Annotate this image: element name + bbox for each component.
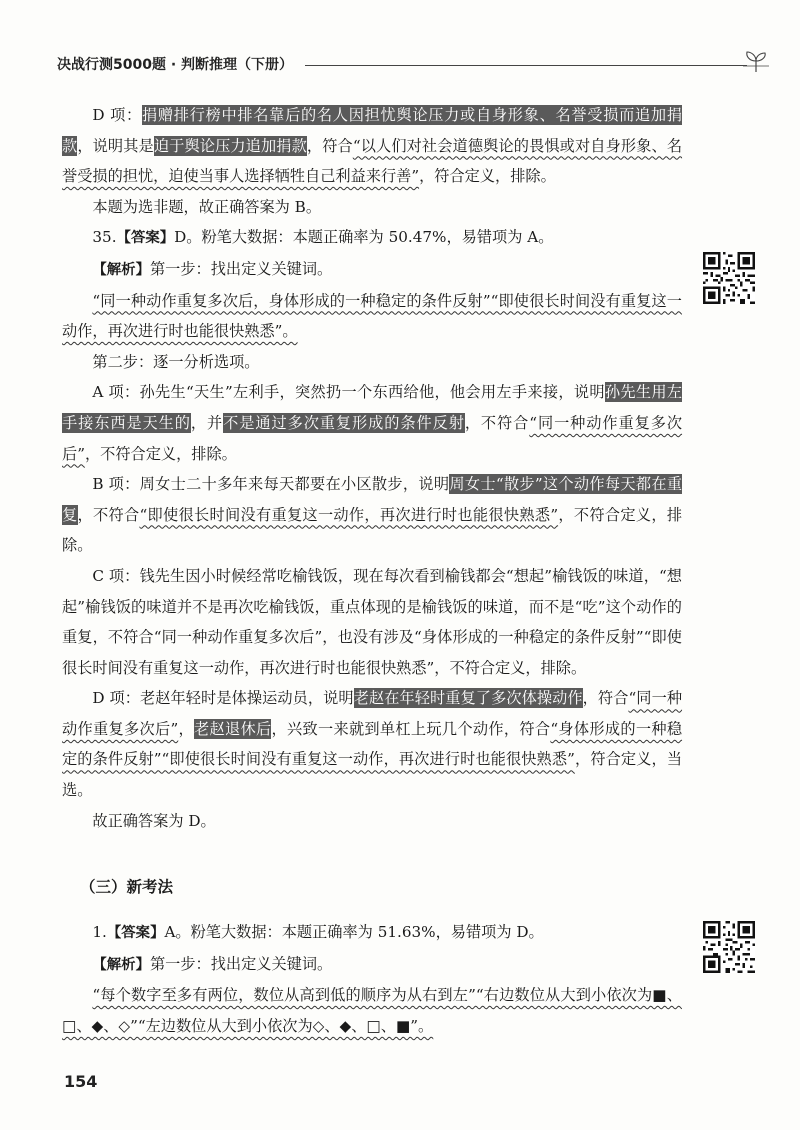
text: ，	[178, 719, 195, 738]
text: ，不符合定义，排除。	[62, 505, 683, 555]
text: A 项：孙先生“天生”左利手，突然扔一个东西给他，他会用左手来接，说明	[92, 383, 605, 402]
q35-option-c: C 项：钱先生因小时候经常吃榆钱饭，现在每次看到榆钱都会“想起”榆钱饭的味道，“想起”榆钱饭的味道并不是再次吃榆钱饭，重点体现的是榆钱饭的味道，而不是“吃”这个动作的重复，不符合“同一种动作重复多次后”，也没有涉及“身体形成的一种稳定的条件反射”“即使很长时间没有重复这一动作，再次进行时也能很快熟悉”，不符合定义，排除。	[62, 566, 682, 677]
sprout-icon	[743, 50, 769, 74]
underlined-quote: “每个数字至多有两位，数位从高到低的顺序为从右到左”“右边数位从大到小依次为■、□、◆、◇”“左边数位从大到小依次为◇、◆、□、■”。	[62, 986, 682, 1035]
option-label: D 项：	[92, 106, 142, 124]
q1-answer	[62, 917, 682, 949]
question-number: 35.	[92, 228, 117, 247]
underlined-quote: “同一种动作重复多次后”	[62, 689, 683, 738]
highlight: 孙先生用左手接东西是天生的	[62, 383, 683, 432]
text: ，符合定义，当选。	[62, 750, 683, 800]
answer-text: A。粉笔大数据：本题正确率为 51.63%，易错项为 D。	[164, 923, 544, 941]
q35-conclusion: 故正确答案为 D。	[92, 811, 216, 830]
highlight: 不是通过多次重复形成的条件反射	[223, 413, 465, 432]
text: ，不符合	[464, 413, 530, 432]
text: ，不符合	[77, 505, 140, 524]
answer-explanations	[62, 100, 682, 836]
text: ，兴致一来就到单杠上玩几个动作，符合	[271, 719, 551, 738]
qr-code-icon[interactable]	[703, 921, 755, 973]
page-number: 154	[64, 1072, 98, 1091]
underlined-quote: “以人们对社会道德舆论的畏惧或对自身形象、名誉受损的担忧，迫使当事人选择牺牲自己利益来行善”	[62, 136, 683, 186]
highlight: 捐赠排行榜中排名靠后的名人因担忧舆论压力或自身形象、名誉受损而追加捐款	[62, 106, 683, 155]
text: D 项：老赵年轻时是体操运动员，说明	[92, 689, 354, 708]
q35-keywords	[62, 286, 682, 347]
analysis-label: 【解析】	[92, 261, 150, 278]
q1-keywords	[62, 980, 682, 1041]
text: ，说明其是	[77, 136, 154, 155]
highlight: 周女士“散步”这个动作每天都在重复	[62, 475, 683, 524]
question-number: 1.	[92, 923, 107, 941]
q35-option-b	[62, 469, 682, 561]
highlight: 老赵退休后	[194, 719, 272, 738]
q35-analysis-step1	[62, 254, 682, 286]
underlined-quote: “即使很长时间没有重复这一动作，再次进行时也能很快熟悉”	[139, 505, 559, 524]
qr-code-icon[interactable]	[703, 252, 755, 304]
underlined-quote: “同一种动作重复多次后，身体形成的一种稳定的条件反射”“即使很长时间没有重复这一动作，再次进行时也能很快熟悉”。	[62, 291, 682, 341]
underlined-quote: “身体形成的一种稳定的条件反射”“即使很长时间没有重复这一动作，再次进行时也能很快熟悉”	[62, 719, 683, 769]
q35-step2: 第二步：逐一分析选项。	[92, 352, 260, 371]
new-method-explanations	[62, 917, 682, 1041]
text: ，符合	[306, 136, 353, 155]
header-rule	[305, 65, 747, 66]
highlight: 老赵在年轻时重复了多次体操动作	[353, 689, 583, 708]
answer-label: 【答案】	[116, 230, 175, 247]
analysis-label: 【解析】	[92, 956, 150, 973]
book-title: 决战行测5000题 · 判断推理（下册）	[57, 57, 294, 73]
step-text: 第一步：找出定义关键词。	[149, 954, 333, 973]
q1-analysis-step1	[62, 949, 682, 981]
text: B 项：周女士二十多年来每天都要在小区散步，说明	[92, 475, 450, 494]
q35-answer	[62, 222, 682, 254]
running-header	[57, 50, 769, 80]
q35-option-d	[62, 683, 682, 805]
answer-text: D。粉笔大数据：本题正确率为 50.47%，易错项为 A。	[174, 228, 554, 247]
section-title: （三）新考法	[80, 878, 174, 896]
q35-option-a	[62, 377, 682, 469]
text: ，符合	[582, 689, 629, 708]
q34-option-d	[62, 100, 682, 192]
highlight: 迫于舆论压力追加捐款	[153, 136, 307, 155]
answer-label: 【答案】	[106, 925, 165, 941]
step-text: 第一步：找出定义关键词。	[149, 259, 333, 278]
q34-conclusion: 本题为选非题，故正确答案为 B。	[92, 197, 322, 216]
underlined-quote: “同一种动作重复多次后”	[62, 413, 683, 463]
text: ，并	[190, 413, 224, 432]
text: ，不符合定义，排除。	[84, 444, 237, 463]
text: ，符合定义，排除。	[419, 167, 556, 186]
